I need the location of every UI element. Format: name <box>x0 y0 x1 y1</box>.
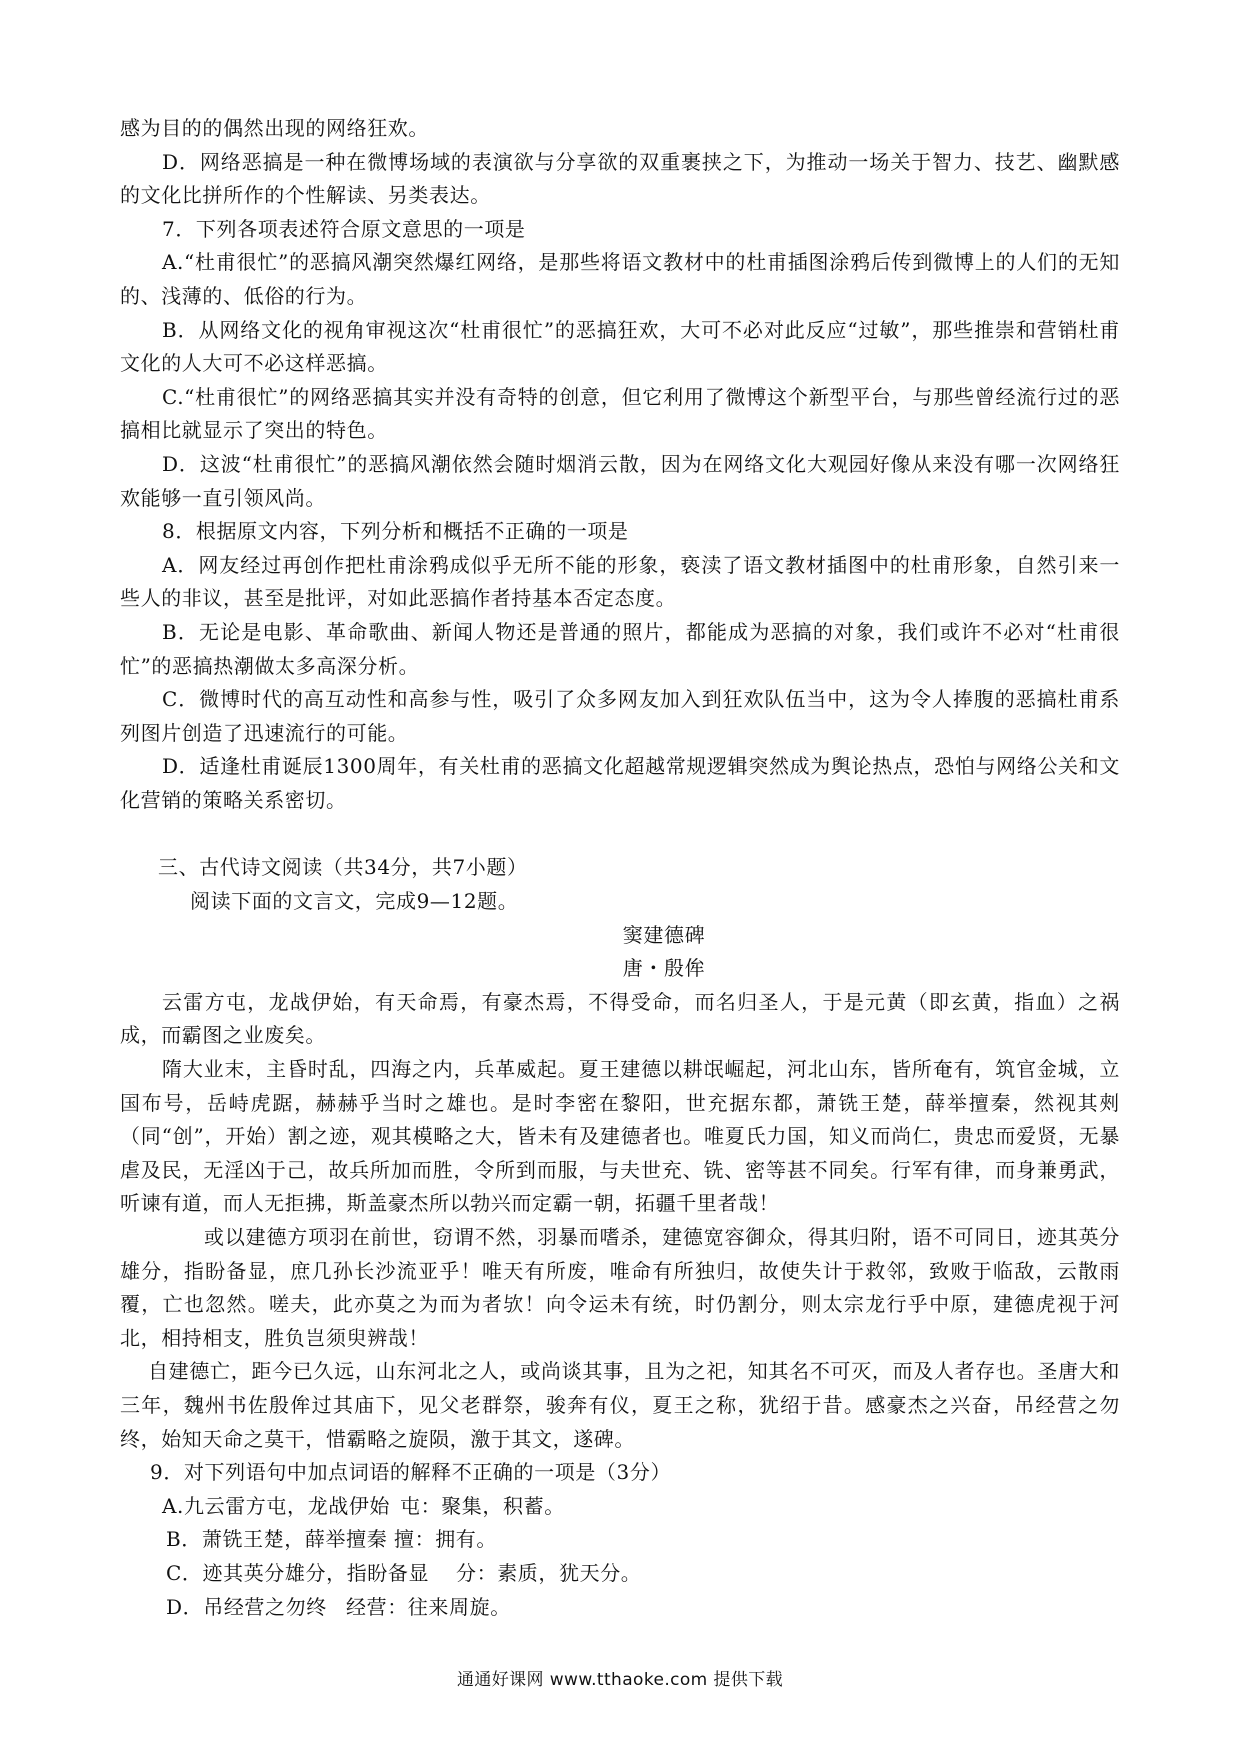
passage-paragraph-1: 云雷方屯，龙战伊始，有天命焉，有豪杰焉，不得受命，而名归圣人，于是元黄（即玄黄，指血）之祸成，而霸图之业废矣。 <box>120 989 1120 1048</box>
option-text: D．吊经营之勿终 <box>166 1594 327 1619</box>
section-gap <box>120 817 1120 851</box>
question-9-option-c <box>120 1557 1120 1591</box>
question-9-option-d <box>120 1591 1120 1625</box>
page-content <box>120 112 1120 1624</box>
question-8-option-d: D．适逢杜甫诞辰1300周年，有关杜甫的恶搞文化超越常规逻辑突然成为舆论热点，恐怕与网络公关和文化营销的策略关系密切。 <box>120 754 1120 812</box>
option-gloss: 经营：往来周旋。 <box>346 1594 511 1619</box>
passage-paragraph-2: 隋大业末，主昏时乱，四海之内，兵革威起。夏王建德以耕氓崛起，河北山东，皆所奄有，筑官金城，立国布号，岳峙虎踞，赫赫乎当时之雄也。是时李密在黎阳，世充据东都，萧铣王楚，薛举擅秦，然视其㓨（同“创”，开始）割之迹，观其模略之大，皆未有及建德者也。唯夏氏力国，知义而尚仁，贵忠而爱贤，无暴虐及民，无淫凶于己，故兵所加而胜，令所到而服，与夫世充、铣、密等甚不同矣。行军有律，而身兼勇武，听谏有道，而人无拒拂，斯盖豪杰所以勃兴而定霸一朝，拓疆千里者哉！ <box>120 1057 1120 1216</box>
page-footer: 通通好课网 www.tthaoke.com 提供下载 <box>456 1670 784 1690</box>
question-8-stem: 8．根据原文内容，下列分析和概括不正确的一项是 <box>162 519 629 544</box>
option-text: A.九云雷方屯，龙战伊始 <box>162 1493 391 1518</box>
option-gloss: 屯：聚集，积蓄。 <box>400 1493 565 1518</box>
option-text: B．萧铣王楚，薛举擅秦 <box>166 1527 388 1552</box>
passage-paragraph-4: 自建德亡，距今已久远，山东河北之人，或尚谈其事，且为之祀，知其名不可灭，而及人者存也。圣唐大和三年，魏州书佐殷侔过其庙下，见父老群祭，骏奔有仪，夏王之称，犹绍于昔。感豪杰之兴奋，吊经营之勿终，始知天命之莫干，惜霸略之旋陨，激于其文，遂碑。 <box>120 1359 1120 1451</box>
question-8-option-b: B．无论是电影、革命歌曲、新闻人物还是普通的照片，都能成为恶搞的对象，我们或许不必对“杜甫很忙”的恶搞热潮做太多高深分析。 <box>120 619 1120 678</box>
question-7-stem: 7．下列各项表述符合原文意思的一项是 <box>162 216 526 241</box>
question-7-option-a: A.“杜甫很忙”的恶搞风潮突然爆红网络，是那些将语文教材中的杜甫插图涂鸦后传到微博上的人们的无知的、浅薄的、低俗的行为。 <box>120 250 1120 308</box>
question-9-option-a <box>120 1490 1120 1524</box>
question-9-option-b <box>120 1523 1120 1557</box>
passage-title: 窦建德碑 <box>622 922 706 947</box>
question-7-option-b: B．从网络文化的视角审视这次“杜甫很忙”的恶搞狂欢，大可不必对此反应“过敏”，那些推崇和营销杜甫文化的人大可不必这样恶搞。 <box>120 317 1120 376</box>
question-8-option-a: A．网友经过再创作把杜甫涂鸦成似乎无所不能的形象，亵渎了语文教材插图中的杜甫形象，自然引来一些人的非议，甚至是批评，对如此恶搞作者持基本否定态度。 <box>120 552 1120 611</box>
question-9-stem: 9．对下列语句中加点词语的解释不正确的一项是（3分） <box>150 1460 672 1485</box>
reading-instruction: 阅读下面的文言文，完成9—12题。 <box>190 889 519 914</box>
option-text: C．迹其英分雄分，指盼备显 <box>166 1560 430 1585</box>
question-8-option-c: C．微博时代的高互动性和高参与性，吸引了众多网友加入到狂欢队伍当中，这为令人捧腹的恶搞杜甫系列图片创造了迅速流行的可能。 <box>120 687 1120 745</box>
question-6-option-d: D．网络恶搞是一种在微博场域的表演欲与分享欲的双重裹挟之下，为推动一场关于智力、技艺、幽默感的文化比拼所作的个性解读、另类表达。 <box>120 149 1120 208</box>
paragraph-continuation: 感为目的的偶然出现的网络狂欢。 <box>120 116 429 140</box>
option-gloss: 擅：拥有。 <box>394 1527 497 1552</box>
passage-paragraph-3: 或以建德方项羽在前世，窃谓不然，羽暴而嗜杀，建德宽容御众，得其归附，语不可同日，迹其英分雄分，指盼备显，庶几孙长沙流亚乎！唯天有所废，唯命有所独归，故使失计于救邻，致败于临敌，云散雨覆，亡也忽然。嗟夫，此亦莫之为而为者欤！向令运未有统，时仍割分，则太宗龙行乎中原，建德虎视于河北，相持相支，胜负岂须臾辨哉！ <box>120 1225 1120 1350</box>
option-gloss: 分：素质，犹天分。 <box>456 1560 642 1585</box>
section-3-heading: 三、古代诗文阅读（共34分，共7小题） <box>158 855 528 880</box>
passage-author: 唐・殷侔 <box>622 956 706 981</box>
question-7-option-d: D．这波“杜甫很忙”的恶搞风潮依然会随时烟消云散，因为在网络文化大观园好像从来没有哪一次网络狂欢能够一直引领风尚。 <box>120 451 1120 510</box>
question-7-option-c: C.“杜甫很忙”的网络恶搞其实并没有奇特的创意，但它利用了微博这个新型平台，与那些曾经流行过的恶搞相比就显示了突出的特色。 <box>120 384 1120 443</box>
